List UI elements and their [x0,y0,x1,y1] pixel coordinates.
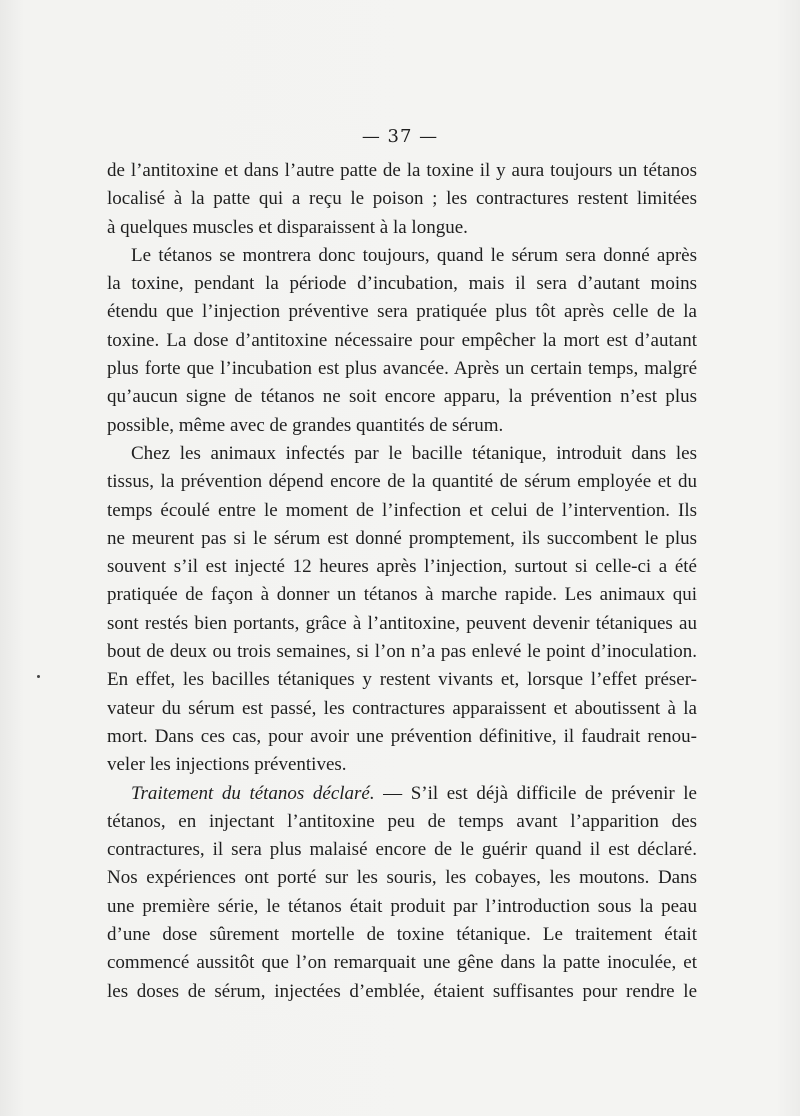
text-line: localisé à la patte qui a reçu le poison ; les contractures restent limitées [107,188,697,210]
text-line: vateur du sérum est passé, les contractures apparaissent et aboutissent à la [107,697,697,719]
text-line: veler les injections préventives. [107,754,347,776]
section-heading-line [107,780,697,808]
text-line: toxine. La dose d’antitoxine nécessaire pour empêcher la mort est d’autant [107,329,697,351]
text-line: commencé aussitôt que l’on remarquait une gêne dans la patte inoculée, et [107,952,697,974]
text-line: plus forte que l’incubation est plus avancée. Après un certain temps, malgré [107,358,697,380]
text-line: Chez les animaux infectés par le bacille tétanique, introduit dans les [131,442,697,464]
text-line: une première série, le tétanos était produit par l’introduction sous la peau [107,895,697,917]
text-line: Nos expériences ont porté sur les souris, les cobayes, les moutons. Dans [107,867,697,889]
text-line: étendu que l’injection préventive sera pratiquée plus tôt après celle de la [107,301,697,323]
text-line: souvent s’il est injecté 12 heures après l’injection, surtout si celle-ci a été [107,556,697,578]
body-text [107,157,697,1006]
text-line: — S’il est déjà difficile de prévenir le [383,782,697,804]
text-line: ne meurent pas si le sérum est donné promptement, ils succombent le plus [107,527,697,549]
text-line: tétanos, en injectant l’antitoxine peu de temps avant l’apparition des [107,810,697,832]
text-line: qu’aucun signe de tétanos ne soit encore apparu, la prévention n’est plus [107,386,697,408]
text-line: bout de deux ou trois semaines, si l’on n’a pas enlevé le point d’inoculation. [107,641,697,663]
text-line: Le tétanos se montrera donc toujours, quand le sérum sera donné après [131,244,697,266]
text-line: contractures, il sera plus malaisé encore de le guérir quand il est déclaré. [107,839,697,861]
text-line: pratiquée de façon à donner un tétanos à marche rapide. Les animaux qui [107,584,697,606]
text-line: En effet, les bacilles tétaniques y restent vivants et, lorsque l’effet préser- [107,669,697,691]
margin-dot [37,675,40,678]
text-line: sont restés bien portants, grâce à l’antitoxine, peuvent devenir tétaniques au [107,612,697,634]
text-line: temps écoulé entre le moment de l’infection et celui de l’intervention. Ils [107,499,697,521]
text-line: mort. Dans ces cas, pour avoir une prévention définitive, il faudrait renou- [107,725,697,747]
text-line: d’une dose sûrement mortelle de toxine tétanique. Le traitement était [107,924,697,946]
text-line: possible, même avec de grandes quantités de sérum. [107,414,504,436]
text-line: la toxine, pendant la période d’incubation, mais il sera d’autant moins [107,273,697,295]
text-line: tissus, la prévention dépend encore de la quantité de sérum employée et du [107,471,697,493]
text-line: à quelques muscles et disparaissent à la longue. [107,216,468,238]
section-heading: Traitement du tétanos déclaré. [131,782,375,804]
page-number: — 37 — [361,126,439,147]
text-line: les doses de sérum, injectées d’emblée, étaient suffisantes pour rendre le [107,980,697,1002]
text-line: de l’antitoxine et dans l’autre patte de la toxine il y aura toujours un tétanos [107,160,697,181]
